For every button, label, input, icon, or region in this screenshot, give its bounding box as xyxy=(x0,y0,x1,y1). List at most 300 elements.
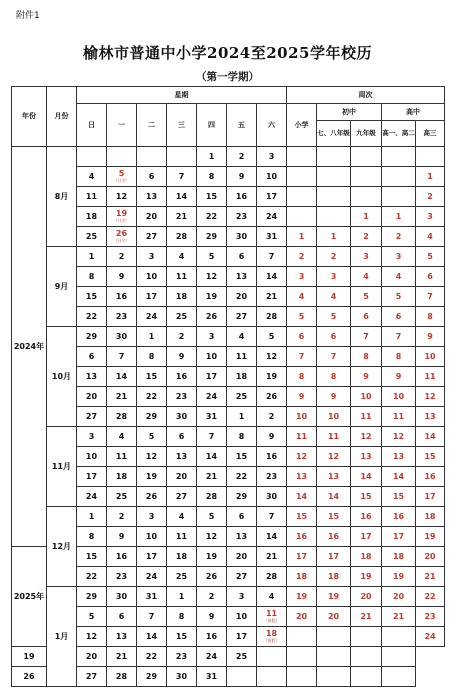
day-cell-sat: 30 xyxy=(257,487,287,507)
calendar-week-row xyxy=(12,247,445,267)
week-number-cell: 1 xyxy=(382,207,416,227)
calendar-week-row xyxy=(12,167,445,187)
day-cell-fri: 13 xyxy=(227,527,257,547)
day-cell-thu: 3 xyxy=(197,327,227,347)
day-number: 5 xyxy=(118,169,125,178)
day-cell-sun: 18 xyxy=(77,207,107,227)
day-cell-sat: 16 xyxy=(257,447,287,467)
week-number-cell: 13 xyxy=(351,447,382,467)
day-cell-mon: 6 xyxy=(107,607,137,627)
page-subtitle: （第一学期） xyxy=(196,71,259,83)
week-number-cell: 17 xyxy=(287,547,317,567)
week-number-cell: 15 xyxy=(382,487,416,507)
week-number-cell xyxy=(287,187,317,207)
week-number-cell xyxy=(351,147,382,167)
week-number-cell: 19 xyxy=(382,567,416,587)
week-number-cell xyxy=(382,667,416,687)
day-cell-sat: 31 xyxy=(257,227,287,247)
week-number-cell: 10 xyxy=(351,387,382,407)
day-cell-wed: 22 xyxy=(137,647,167,667)
week-number-cell xyxy=(382,167,416,187)
calendar-week-row xyxy=(12,527,445,547)
day-cell-sun: 26 xyxy=(12,667,47,687)
day-cell-sun: 10 xyxy=(77,447,107,467)
week-number-cell: 5 xyxy=(317,307,351,327)
primary-header: 小学 xyxy=(287,104,317,147)
day-cell-fri: 13 xyxy=(227,267,257,287)
day-cell-sat xyxy=(227,667,257,687)
day-cell-sun: 15 xyxy=(77,547,107,567)
week-number-cell: 17 xyxy=(351,527,382,547)
day-cell-tue: 20 xyxy=(137,207,167,227)
day-note: （开学） xyxy=(113,238,130,243)
day-cell-tue: 10 xyxy=(137,527,167,547)
week-number-cell: 9 xyxy=(416,327,445,347)
week-number-cell: 8 xyxy=(317,367,351,387)
week-number-cell: 16 xyxy=(287,527,317,547)
week-number-cell: 13 xyxy=(317,467,351,487)
day-cell-fri: 22 xyxy=(227,467,257,487)
week-number-cell: 11 xyxy=(351,407,382,427)
week-number-cell: 15 xyxy=(287,507,317,527)
week-number-cell: 15 xyxy=(351,487,382,507)
week-number-cell: 3 xyxy=(382,247,416,267)
week-number-cell: 12 xyxy=(416,387,445,407)
day-wed-header: 三 xyxy=(167,104,197,147)
week-number-cell: 12 xyxy=(287,447,317,467)
week-number-cell: 4 xyxy=(287,287,317,307)
day-cell-mon xyxy=(107,167,137,187)
day-cell-thu: 19 xyxy=(197,287,227,307)
day-cell-sun: 15 xyxy=(77,287,107,307)
day-cell-sun: 3 xyxy=(77,427,107,447)
calendar-week-row xyxy=(12,627,445,647)
day-cell-mon: 2 xyxy=(107,247,137,267)
week-number-cell: 5 xyxy=(416,247,445,267)
day-cell-wed: 11 xyxy=(167,267,197,287)
calendar-week-row xyxy=(12,227,445,247)
day-cell-thu: 21 xyxy=(197,467,227,487)
month-cell: 8月 xyxy=(47,147,77,247)
day-cell-sat: 21 xyxy=(257,287,287,307)
week-number-cell xyxy=(257,667,287,687)
day-cell-fri: 30 xyxy=(227,227,257,247)
week-number-cell: 6 xyxy=(351,307,382,327)
day-cell-thu: 2 xyxy=(197,587,227,607)
day-cell-thu: 1 xyxy=(197,147,227,167)
week-number-cell: 16 xyxy=(416,467,445,487)
day-cell-sat: 23 xyxy=(257,467,287,487)
calendar-week-row xyxy=(12,207,445,227)
day-cell-sat: 3 xyxy=(257,147,287,167)
week-number-cell: 9 xyxy=(287,387,317,407)
week-number-cell: 14 xyxy=(287,487,317,507)
day-cell-mon: 9 xyxy=(107,267,137,287)
day-cell-sun: 24 xyxy=(77,487,107,507)
day-cell-mon xyxy=(107,227,137,247)
month-cell: 11月 xyxy=(47,427,77,507)
week-number-cell: 14 xyxy=(351,467,382,487)
day-cell-wed: 25 xyxy=(167,567,197,587)
junior-header: 初中 xyxy=(317,104,382,121)
month-cell: 10月 xyxy=(47,327,77,427)
week-number-cell xyxy=(287,207,317,227)
day-cell-fri: 3 xyxy=(227,587,257,607)
week-number-cell xyxy=(287,627,317,647)
day-cell-sat: 10 xyxy=(257,167,287,187)
week-number-cell: 16 xyxy=(382,507,416,527)
calendar-week-row xyxy=(12,667,445,687)
week-number-cell: 4 xyxy=(351,267,382,287)
week-number-cell xyxy=(317,627,351,647)
day-cell-tue: 24 xyxy=(137,307,167,327)
week-number-cell: 5 xyxy=(351,287,382,307)
week-number-cell xyxy=(287,647,317,667)
week-number-cell: 14 xyxy=(317,487,351,507)
day-cell-thu: 12 xyxy=(197,527,227,547)
calendar-week-row xyxy=(12,487,445,507)
day-cell-thu: 22 xyxy=(197,207,227,227)
day-cell-sun: 22 xyxy=(77,307,107,327)
week-number-cell: 5 xyxy=(382,287,416,307)
week-number-cell: 1 xyxy=(317,227,351,247)
calendar-week-row xyxy=(12,507,445,527)
day-cell-fri: 24 xyxy=(197,647,227,667)
day-cell-fri: 16 xyxy=(227,187,257,207)
calendar-week-row xyxy=(12,187,445,207)
day-cell-wed: 30 xyxy=(167,407,197,427)
calendar-week-row xyxy=(12,607,445,627)
day-cell-sat: 14 xyxy=(257,267,287,287)
week-number-cell: 7 xyxy=(416,287,445,307)
day-cell-wed: 4 xyxy=(167,247,197,267)
day-cell-fri: 8 xyxy=(227,427,257,447)
calendar-week-row xyxy=(12,147,445,167)
year-cell: 2025年 xyxy=(12,547,47,647)
day-cell-thu: 5 xyxy=(197,507,227,527)
day-tue-header: 二 xyxy=(137,104,167,147)
day-cell-mon: 13 xyxy=(107,627,137,647)
day-thu-header: 四 xyxy=(197,104,227,147)
week-number-cell xyxy=(317,207,351,227)
day-cell-wed: 23 xyxy=(167,387,197,407)
day-cell-sat: 7 xyxy=(257,507,287,527)
week-number-cell: 7 xyxy=(382,327,416,347)
day-cell-sat: 12 xyxy=(257,347,287,367)
day-number: 19 xyxy=(115,209,128,218)
page-title: 榆林市普通中小学2024至2025学年校历 xyxy=(83,44,372,62)
day-cell-fri: 9 xyxy=(227,167,257,187)
day-cell-wed: 29 xyxy=(137,667,167,687)
day-cell-tue: 12 xyxy=(137,447,167,467)
day-cell-tue: 22 xyxy=(137,387,167,407)
day-cell-thu: 12 xyxy=(197,267,227,287)
day-cell-sun: 8 xyxy=(77,267,107,287)
week-number-cell: 3 xyxy=(317,267,351,287)
senior-header: 高中 xyxy=(382,104,445,121)
week-number-cell: 16 xyxy=(351,507,382,527)
year-header: 年份 xyxy=(12,87,47,147)
day-cell-tue: 15 xyxy=(137,367,167,387)
day-sun-header: 日 xyxy=(77,104,107,147)
week-number-cell: 20 xyxy=(382,587,416,607)
day-cell-sun: 11 xyxy=(77,187,107,207)
day-cell-wed: 18 xyxy=(167,547,197,567)
week-number-cell: 19 xyxy=(416,527,445,547)
day-cell-tue: 3 xyxy=(137,247,167,267)
week-number-cell xyxy=(351,647,382,667)
month-cell: 12月 xyxy=(47,507,77,587)
calendar-week-row xyxy=(12,647,445,667)
week-number-cell: 9 xyxy=(351,367,382,387)
week-number-cell: 17 xyxy=(382,527,416,547)
week-number-cell xyxy=(351,627,382,647)
day-cell-thu: 15 xyxy=(197,187,227,207)
calendar-week-row xyxy=(12,407,445,427)
week-number-cell xyxy=(257,647,287,667)
day-cell-mon: 18 xyxy=(107,467,137,487)
day-cell-sat: 26 xyxy=(257,387,287,407)
day-cell-mon: 12 xyxy=(107,187,137,207)
junior-g78-header: 七、八年级 xyxy=(317,121,351,147)
week-number-cell: 17 xyxy=(317,547,351,567)
day-cell-sun: 29 xyxy=(77,327,107,347)
day-cell-wed: 14 xyxy=(167,187,197,207)
week-number-cell xyxy=(382,647,416,667)
day-cell-sat xyxy=(257,607,287,627)
week-number-cell xyxy=(351,667,382,687)
week-number-cell: 18 xyxy=(317,567,351,587)
day-cell-tue: 26 xyxy=(137,487,167,507)
calendar-week-row xyxy=(12,307,445,327)
day-cell-sun: 29 xyxy=(77,587,107,607)
day-cell-fri: 31 xyxy=(197,667,227,687)
week-number-cell: 11 xyxy=(287,427,317,447)
week-number-cell: 13 xyxy=(287,467,317,487)
week-number-cell: 2 xyxy=(416,187,445,207)
day-cell-tue: 5 xyxy=(137,427,167,447)
day-cell-tue: 17 xyxy=(137,547,167,567)
week-number-cell: 8 xyxy=(287,367,317,387)
week-number-cell: 3 xyxy=(416,207,445,227)
day-cell-sat: 19 xyxy=(257,367,287,387)
week-number-cell: 24 xyxy=(416,627,445,647)
week-number-cell xyxy=(382,187,416,207)
day-cell-thu: 26 xyxy=(197,307,227,327)
day-cell-thu: 5 xyxy=(197,247,227,267)
week-number-cell xyxy=(317,647,351,667)
day-cell-tue: 27 xyxy=(137,227,167,247)
day-cell-wed: 2 xyxy=(167,327,197,347)
week-number-cell xyxy=(317,167,351,187)
day-cell-sun: 27 xyxy=(77,407,107,427)
day-cell-wed: 18 xyxy=(167,287,197,307)
day-cell-fri: 20 xyxy=(227,287,257,307)
day-cell-tue xyxy=(137,147,167,167)
week-number-cell xyxy=(287,147,317,167)
week-number-cell: 20 xyxy=(317,607,351,627)
day-number: 11 xyxy=(265,609,278,618)
week-number-cell: 4 xyxy=(416,227,445,247)
week-number-cell: 11 xyxy=(382,407,416,427)
week-number-cell: 9 xyxy=(317,387,351,407)
calendar-week-row xyxy=(12,267,445,287)
day-cell-mon: 2 xyxy=(107,507,137,527)
week-number-cell xyxy=(382,147,416,167)
week-number-cell: 1 xyxy=(416,167,445,187)
week-number-cell: 7 xyxy=(287,347,317,367)
day-cell-mon xyxy=(107,207,137,227)
day-cell-fri: 4 xyxy=(227,327,257,347)
week-number-cell: 11 xyxy=(317,427,351,447)
day-number: 26 xyxy=(115,229,128,238)
week-number-cell: 3 xyxy=(351,247,382,267)
day-cell-mon: 7 xyxy=(107,347,137,367)
calendar-week-row xyxy=(12,347,445,367)
day-cell-mon xyxy=(107,147,137,167)
day-cell-fri: 29 xyxy=(227,487,257,507)
week-number-cell: 9 xyxy=(382,367,416,387)
day-cell-sun: 20 xyxy=(77,387,107,407)
day-cell-tue: 17 xyxy=(137,287,167,307)
calendar-week-row xyxy=(12,327,445,347)
week-number-cell: 20 xyxy=(416,547,445,567)
week-number-cell: 14 xyxy=(382,467,416,487)
week-number-cell: 4 xyxy=(317,287,351,307)
week-number-cell xyxy=(382,627,416,647)
week-number-cell: 10 xyxy=(382,387,416,407)
day-cell-mon: 9 xyxy=(107,527,137,547)
day-cell-thu: 24 xyxy=(197,387,227,407)
year-cell: 2024年 xyxy=(12,147,47,547)
attachment-label: 附件1 xyxy=(16,11,40,21)
day-fri-header: 五 xyxy=(227,104,257,147)
day-cell-fri: 20 xyxy=(227,547,257,567)
calendar-week-row xyxy=(12,387,445,407)
day-cell-fri: 15 xyxy=(227,447,257,467)
week-number-cell: 10 xyxy=(317,407,351,427)
day-cell-thu: 28 xyxy=(197,487,227,507)
calendar-week-row xyxy=(12,547,445,567)
day-cell-tue: 29 xyxy=(137,407,167,427)
day-cell-sat: 2 xyxy=(257,407,287,427)
calendar-week-row xyxy=(12,287,445,307)
day-cell-wed: 21 xyxy=(167,207,197,227)
day-cell-thu: 29 xyxy=(197,227,227,247)
day-cell-wed: 9 xyxy=(167,347,197,367)
day-cell-thu: 17 xyxy=(197,367,227,387)
day-cell-mon: 14 xyxy=(107,367,137,387)
day-cell-tue: 8 xyxy=(137,347,167,367)
day-cell-tue: 14 xyxy=(137,627,167,647)
day-cell-tue: 24 xyxy=(137,567,167,587)
day-cell-wed: 25 xyxy=(167,307,197,327)
day-cell-sun: 8 xyxy=(77,527,107,547)
day-note: （开学） xyxy=(113,218,130,223)
day-cell-fri: 1 xyxy=(227,407,257,427)
calendar-week-row xyxy=(12,587,445,607)
day-note: （放假） xyxy=(263,638,280,643)
day-cell-thu: 9 xyxy=(197,607,227,627)
day-note: （放假） xyxy=(263,618,280,623)
day-cell-mon: 16 xyxy=(107,547,137,567)
week-number-cell: 20 xyxy=(287,607,317,627)
week-number-cell: 6 xyxy=(317,327,351,347)
day-cell-thu: 19 xyxy=(197,547,227,567)
day-cell-wed: 20 xyxy=(167,467,197,487)
day-cell-wed: 16 xyxy=(167,367,197,387)
day-note: （开学） xyxy=(113,178,130,183)
day-cell-wed: 11 xyxy=(167,527,197,547)
day-cell-sun: 12 xyxy=(77,627,107,647)
week-number-cell: 1 xyxy=(351,207,382,227)
day-cell-fri: 11 xyxy=(227,347,257,367)
week-number-cell: 6 xyxy=(382,307,416,327)
week-number-cell: 20 xyxy=(351,587,382,607)
day-cell-tue: 28 xyxy=(107,667,137,687)
day-number: 18 xyxy=(265,629,278,638)
week-number-cell: 8 xyxy=(382,347,416,367)
day-cell-thu: 23 xyxy=(167,647,197,667)
day-cell-fri: 17 xyxy=(227,627,257,647)
day-cell-wed: 4 xyxy=(167,507,197,527)
week-number-cell: 2 xyxy=(317,247,351,267)
day-cell-fri: 23 xyxy=(227,207,257,227)
school-calendar-table xyxy=(11,86,445,687)
day-cell-sat: 28 xyxy=(257,307,287,327)
day-cell-sun: 17 xyxy=(77,467,107,487)
day-cell-mon: 23 xyxy=(107,567,137,587)
day-cell-wed: 6 xyxy=(167,427,197,447)
week-number-cell: 19 xyxy=(351,567,382,587)
day-cell-thu: 26 xyxy=(197,567,227,587)
day-cell-sat: 4 xyxy=(257,587,287,607)
week-number-cell xyxy=(287,167,317,187)
senior-g3-header: 高三 xyxy=(416,121,445,147)
week-number-cell xyxy=(287,667,317,687)
day-cell-tue: 21 xyxy=(107,647,137,667)
calendar-week-row xyxy=(12,467,445,487)
day-cell-fri: 27 xyxy=(227,307,257,327)
week-number-cell: 11 xyxy=(416,367,445,387)
week-number-cell: 15 xyxy=(416,447,445,467)
week-number-cell: 12 xyxy=(382,427,416,447)
week-number-cell: 3 xyxy=(287,267,317,287)
day-cell-tue: 19 xyxy=(137,467,167,487)
month-cell: 1月 xyxy=(47,587,77,687)
calendar-week-row xyxy=(12,427,445,447)
day-cell-mon: 25 xyxy=(107,487,137,507)
day-cell-mon: 30 xyxy=(107,327,137,347)
week-number-cell: 1 xyxy=(287,227,317,247)
week-number-cell xyxy=(351,187,382,207)
junior-g9-header: 九年级 xyxy=(351,121,382,147)
day-cell-wed: 13 xyxy=(167,447,197,467)
week-number-cell: 21 xyxy=(416,567,445,587)
week-number-cell: 21 xyxy=(382,607,416,627)
week-number-cell: 2 xyxy=(382,227,416,247)
week-number-cell: 19 xyxy=(287,587,317,607)
day-cell-sun: 6 xyxy=(77,347,107,367)
week-number-cell: 18 xyxy=(287,567,317,587)
day-cell-fri: 2 xyxy=(227,147,257,167)
month-cell: 9月 xyxy=(47,247,77,327)
week-number-cell xyxy=(317,667,351,687)
week-number-cell: 5 xyxy=(287,307,317,327)
day-cell-sat: 7 xyxy=(257,247,287,267)
week-number-cell: 2 xyxy=(351,227,382,247)
week-number-cell: 8 xyxy=(416,307,445,327)
